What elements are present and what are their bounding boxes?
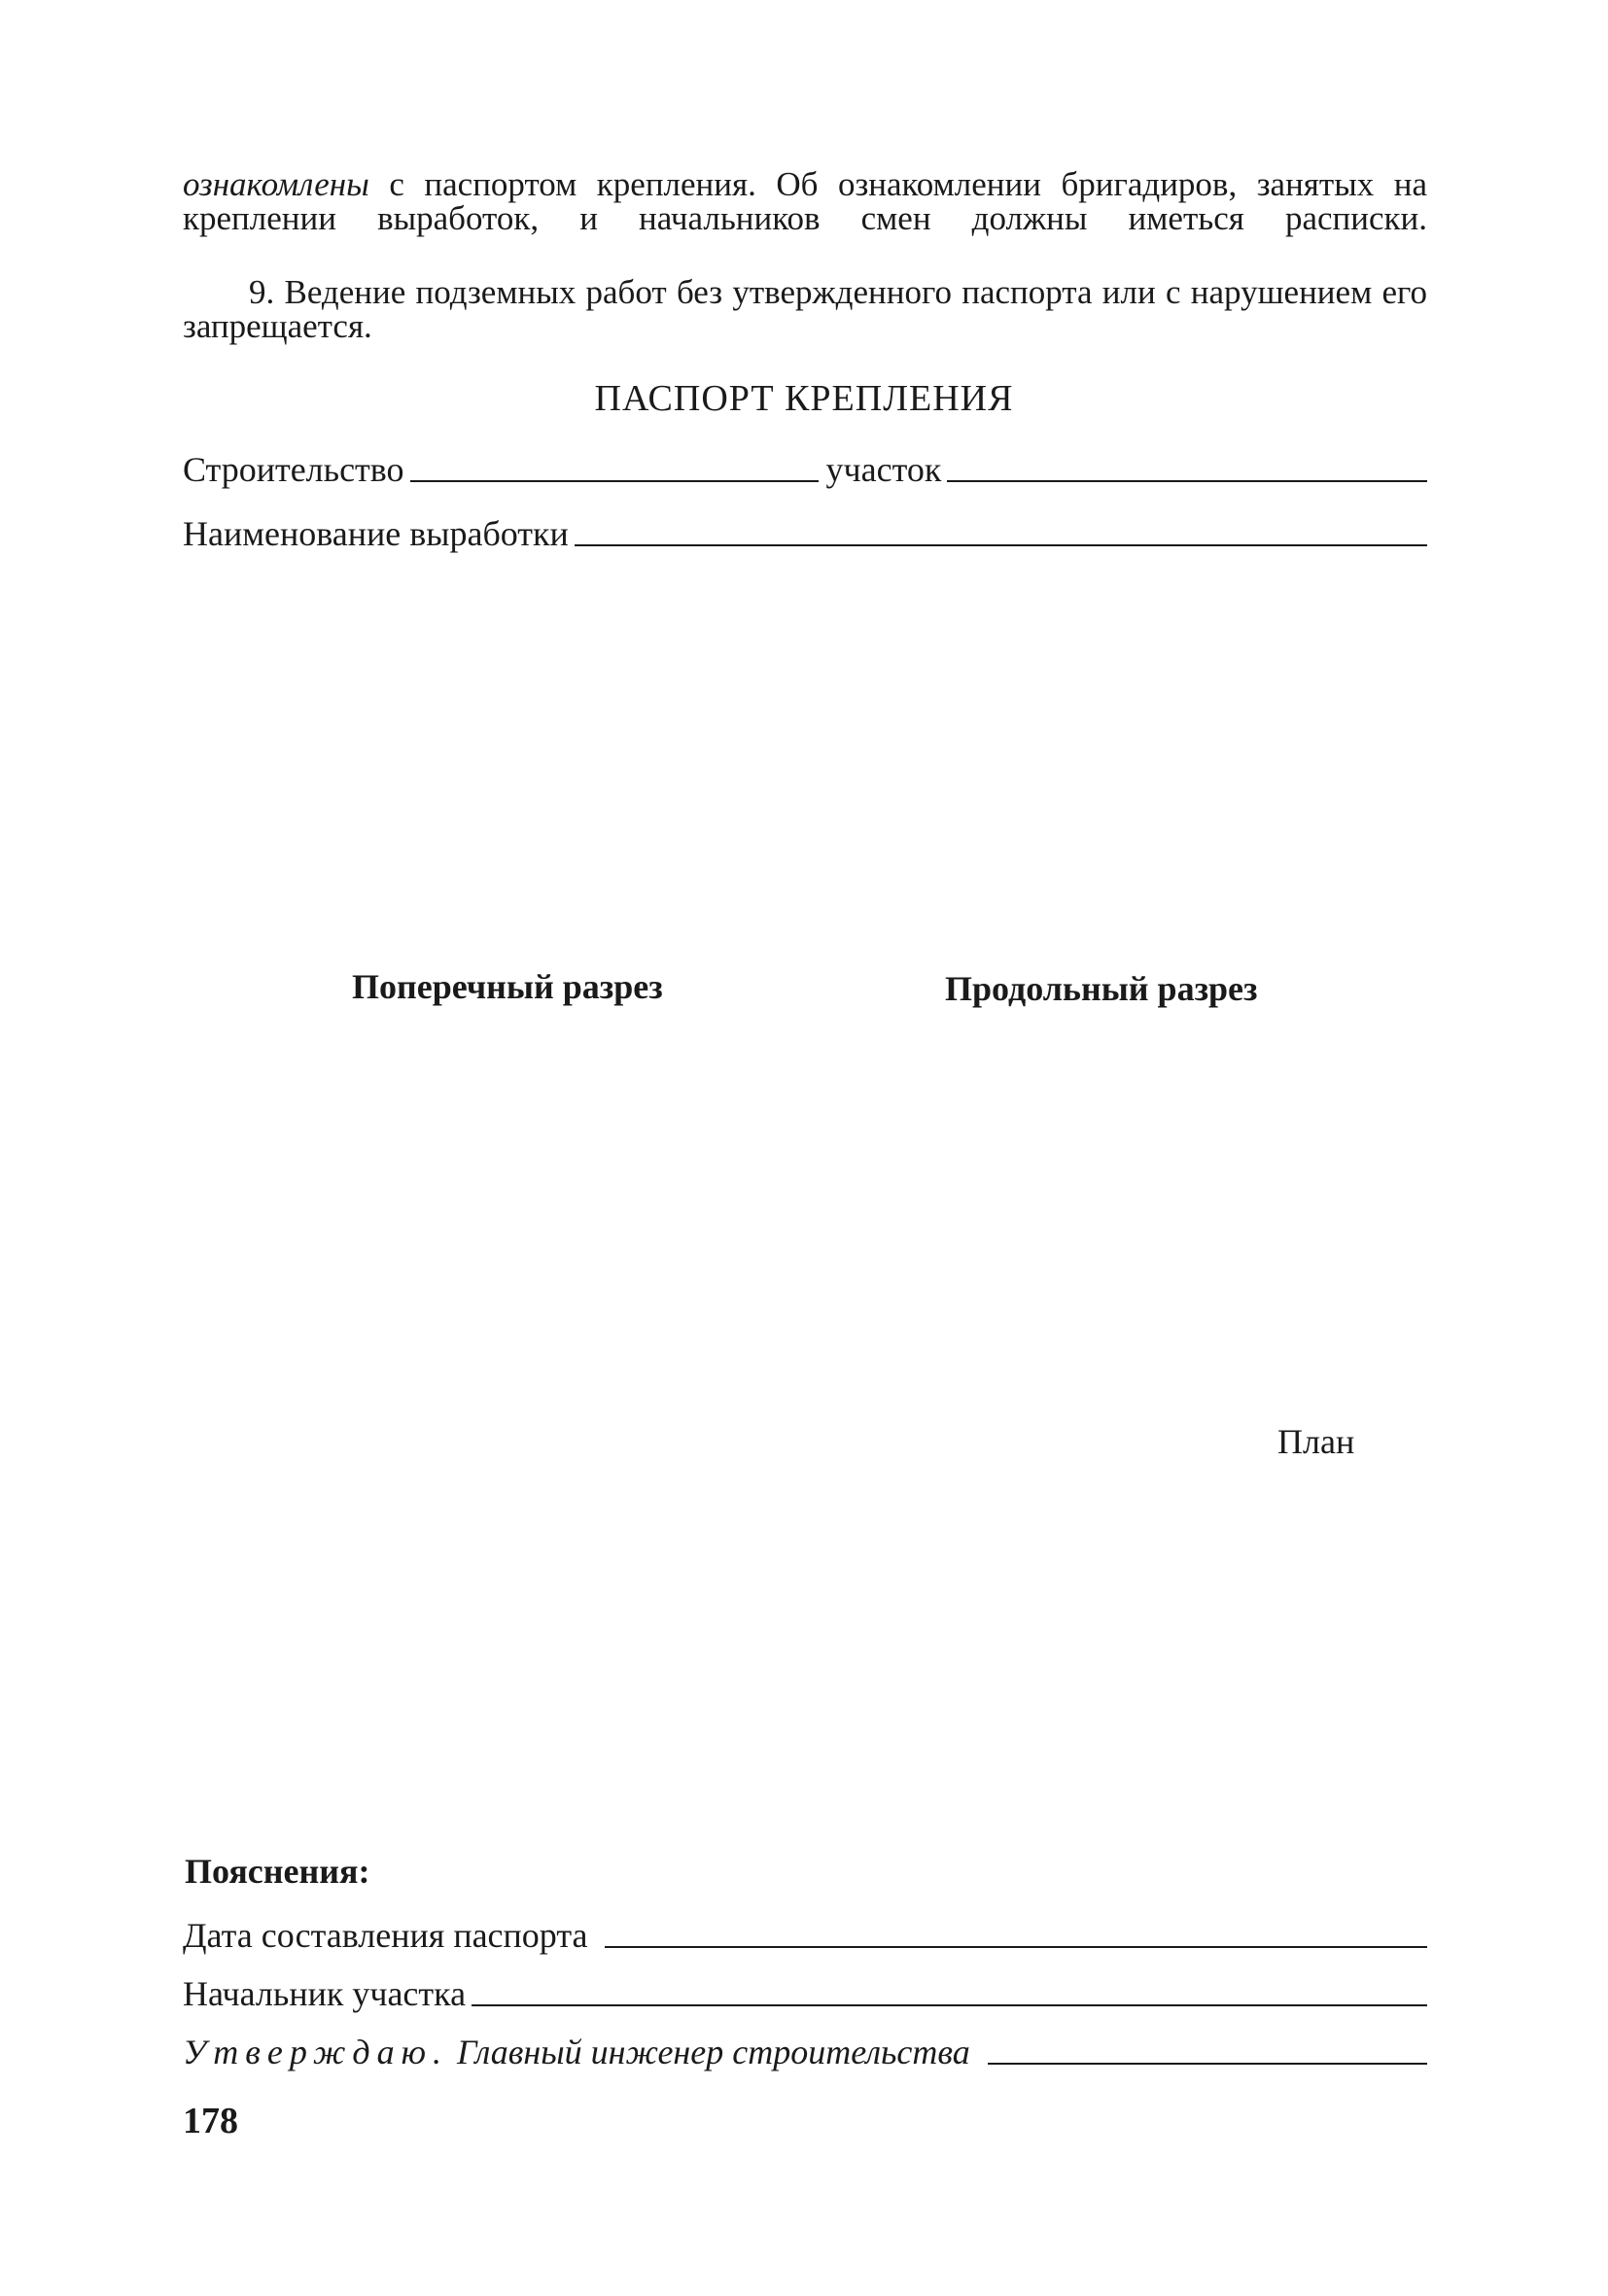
construction-row [183,449,1427,498]
plan-caption: План [1277,1422,1355,1461]
date-row [183,1915,1427,1964]
date-blank-line[interactable] [605,1946,1427,1948]
approval-row [183,2032,1427,2080]
approval-spaced-word: Утверждаю. [183,2033,449,2071]
working-name-blank-line[interactable] [575,544,1427,546]
working-name-row [183,513,1427,562]
intro-paragraph-2: 9. Ведение подземных работ без утвержденного паспорта или с нарушением его запрещается. [183,273,1427,345]
chief-label: Начальник участка [183,1974,467,2013]
working-name-label: Наименование выработки [183,514,569,553]
notes-label: Пояснения: [185,1852,370,1891]
section-blank-line[interactable] [947,480,1427,482]
date-label: Дата составления паспорта [183,1916,588,1955]
construction-blank-line[interactable] [410,480,819,482]
intro-paragraph-1-text: с паспортом крепления. Об ознакомлении бригадиров, занятых на креплении выработок, и начальников смен должны иметься расписки. [183,165,1427,237]
page-number: 178 [183,2101,238,2141]
chief-blank-line[interactable] [472,2004,1427,2006]
intro-italic-word: ознакомлены [183,165,369,203]
approval-label [183,2032,970,2072]
cross-section-caption: Поперечный разрез [352,967,663,1006]
approval-blank-line[interactable] [988,2063,1427,2065]
chief-row [183,1973,1427,2022]
form-title: ПАСПОРТ КРЕПЛЕНИЯ [594,378,1014,419]
construction-label: Строительство [183,450,404,489]
intro-paragraph-1 [183,167,1427,235]
longitudinal-section-caption: Продольный разрез [945,969,1258,1008]
section-label: участок [825,450,942,489]
approval-rest-text: Главный инженер строительства [448,2033,970,2071]
